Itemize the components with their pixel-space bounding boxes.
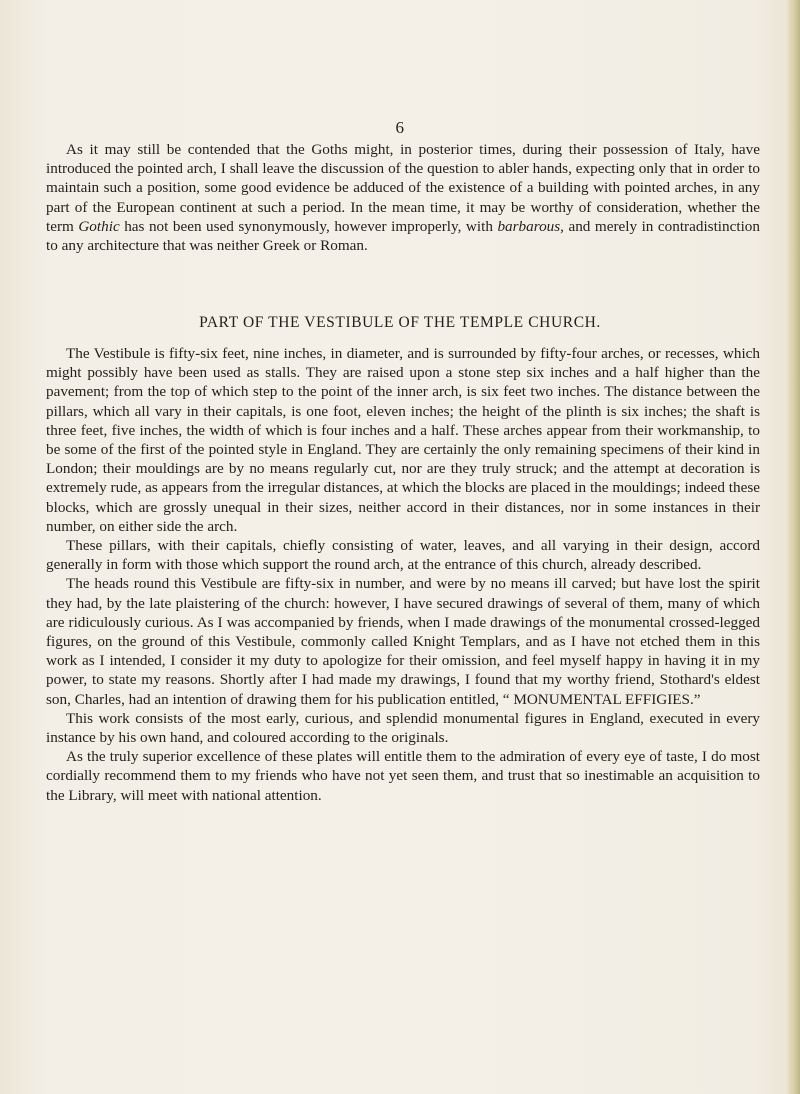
intro-paragraph: As it may still be contended that the Goths might, in posterior times, during their possession of Italy, have introduced the pointed arch, I shall leave the discussion of the question to abler hands, expecting only that in order to maintain such a position, some good evidence be adduced of the existence of a building with pointed arches, in any part of the European continent at such a period. In the mean time, it may be worthy of consideration, whether the term Gothic has not been used synonymously, however improperly, with barbarous, and merely in contradistinction to any architecture that was neither Greek or Roman. <box>46 141 760 255</box>
paragraph-vestibule-dimensions: The Vestibule is fifty-six feet, nine inches, in diameter, and is surrounded by fifty-four arches, or recesses, which might possibly have been used as stalls. They are raised upon a stone step six inches and a half higher than the pavement; from the top of which step to the point of the inner arch, is six feet two inches. The distance between the pillars, which all vary in their capitals, is one foot, eleven inches; the height of the plinth is six inches; the shaft is three feet, five inches, the width of which is four inches and a half. These arches appear from their workmanship, to be some of the first of the pointed style in England. They are certainly the only remaining specimens of their kind in London; their mouldings are by no means regularly cut, nor are they truly struck; and the attempt at decoration is extremely rude, as appears from the irregular distances, at which the blocks are placed in the mouldings; indeed these blocks, which are grossly unequal in their sizes, neither accord in their distances, nor in some instances in their number, on either side the arch. <box>46 345 760 535</box>
intro-paragraph-block <box>46 140 760 255</box>
paragraph-recommendation: As the truly superior excellence of these plates will entitle them to the admiration of every eye of taste, I do most cordially recommend them to my friends who have not yet seen them, and trust that so inestimable an acquisition to the Library, will meet with national attention. <box>46 748 760 804</box>
section-heading: PART OF THE VESTIBULE OF THE TEMPLE CHURCH. <box>199 314 601 331</box>
page-edge-stain <box>786 0 800 1094</box>
body-text <box>46 344 760 805</box>
paragraph-heads: The heads round this Vestibule are fifty-six in number, and were by no means ill carved; but have lost the spirit they had, by the late plaistering of the church: however, I have secured drawings of several of them, many of which are ridiculously curious. As I was accompanied by friends, when I made drawings of the monumental crossed-legged figures, on the ground of this Vestibule, commonly called Knight Templars, and as I have not etched them in this work as I intended, I consider it my duty to apologize for their omission, and feel myself happy in having it in my power, to state my reasons. Shortly after I had made my drawings, I found that my worthy friend, Stothard's eldest son, Charles, had an intention of drawing them for his publication entitled, “ MONUMENTAL EFFIGIES.” <box>46 575 760 708</box>
paragraph-pillars: These pillars, with their capitals, chiefly consisting of water, leaves, and all varying in their design, accord generally in form with those which support the round arch, at the entrance of this church, already described. <box>46 537 760 574</box>
page-number: 6 <box>395 118 405 137</box>
paragraph-work-description: This work consists of the most early, curious, and splendid monumental figures in England, executed in every instance by his own hand, and coloured according to the originals. <box>46 709 760 747</box>
